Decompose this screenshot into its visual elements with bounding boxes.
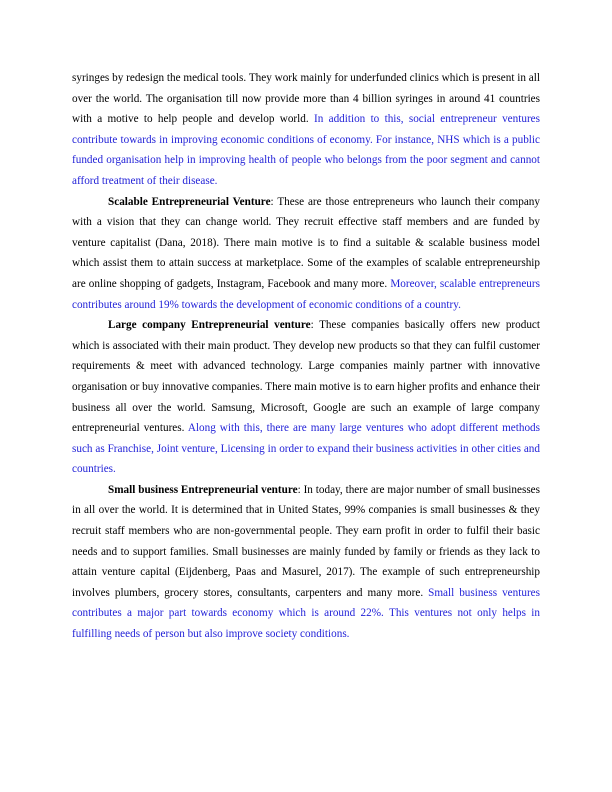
paragraph-heading: Large company Entrepreneurial venture [108, 319, 311, 332]
paragraph-highlight: Moreover, scalable entrepreneurs contributes around 19% towards the development of economic conditions of a country. [72, 277, 540, 311]
paragraph-body: In today, there are major number of small businesses in all over the world. It is determined that in United States, 99% companies is small businesses & they recruit staff members who are non-governmental people. They earn profit in order to fulfil their basic needs and to support families. Small businesses are mainly funded by family or friends as they lack to attain venture capital (Eijdenberg, Paas and Masurel, 2017). The example of such entrepreneurship involves plumbers, grocery stores, consultants, carpenters and many more. [72, 483, 540, 599]
heading-separator: : [270, 195, 278, 208]
paragraph-scalable-venture [72, 192, 540, 316]
paragraph-body: syringes by redesign the medical tools. They work mainly for underfunded clinics which is present in all over the world. The organisation till now provide more than 4 billion syringes in around 41 countries with a motive to help people and develop world. [72, 72, 540, 126]
heading-separator: : [310, 319, 320, 332]
paragraph-body: These are those entrepreneurs who launch their company with a vision that they can change world. They recruit effective staff members and are funded by venture capitalist (Dana, 2018). There main motive is to find a suitable & scalable business model which assist them to attain success at marketplace. Some of the examples of scalable entrepreneurship are online shopping of gadgets, Instagram, Facebook and many more. [72, 195, 540, 290]
paragraph-heading: Small business Entrepreneurial venture [108, 483, 298, 496]
paragraph-body: These companies basically offers new product which is associated with their main product. They develop new products so that they can fulfil customer requirements & meet with advanced technology. Large companies mainly partner with innovative organisation or buy innovative companies. There main motive is to earn higher profits and enhance their business all over the world. Samsung, Microsoft, Google are such an example of large company entrepreneurial ventures. [72, 319, 541, 435]
paragraph-highlight: Small business ventures contributes a major part towards economy which is around 22%. This ventures not only helps in fulfilling needs of person but also improve society conditions. [72, 586, 540, 641]
paragraph-highlight: In addition to this, social entrepreneur ventures contribute towards in improving economic conditions of economy. For instance, NHS which is a public funded organisation help in improving health of people who belongs from the poor segment and cannot afford treatment of their disease. [72, 113, 540, 187]
paragraph-small-business-venture [72, 480, 540, 645]
document-page [72, 68, 540, 645]
paragraph-large-company-venture [72, 315, 540, 480]
paragraph-heading: Scalable Entrepreneurial Venture [108, 195, 271, 208]
paragraph-social-entrepreneur-continuation [72, 68, 540, 192]
heading-separator: : [297, 483, 304, 496]
paragraph-highlight: Along with this, there are many large ventures who adopt different methods such as Franchise, Joint venture, Licensing in order to expand their business activities in other cities and countries. [72, 422, 540, 476]
